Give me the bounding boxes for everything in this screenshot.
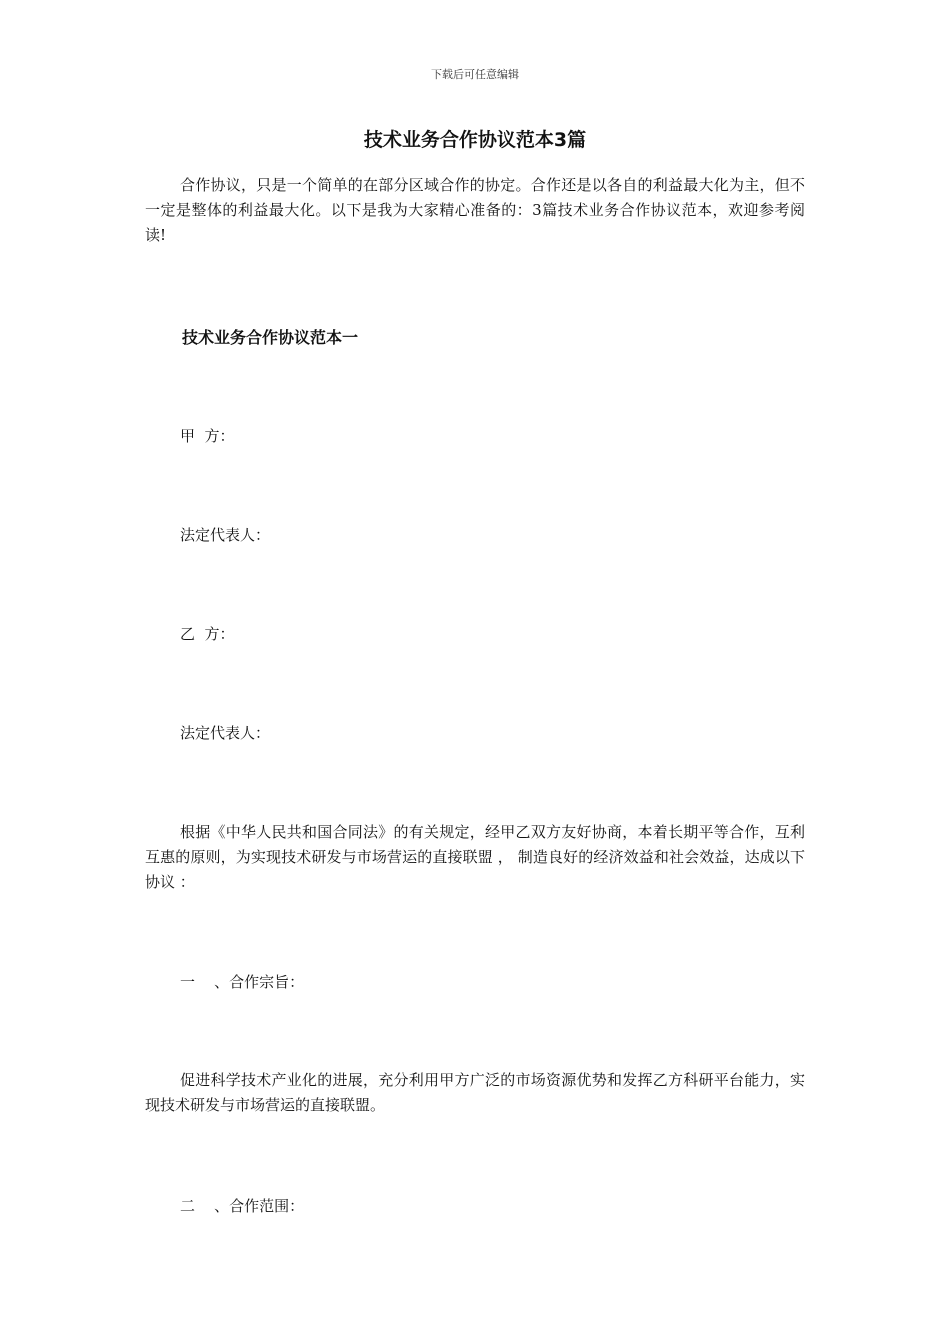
header-note: 下载后可任意编辑 — [431, 68, 519, 81]
intro-paragraph: 合作协议，只是一个简单的在部分区域合作的协定。合作还是以各自的利益最大化为主，但不一定是整体的利益最大化。以下是我为大家精心准备的：3篇技术业务合作协议范本，欢迎参考阅读! — [145, 176, 805, 244]
clause-1-title: 一 、合作宗旨： — [180, 973, 305, 991]
clause-2-title: 二 、合作范围： — [180, 1197, 305, 1215]
preamble-paragraph: 根据《中华人民共和国合同法》的有关规定，经甲乙双方友好协商，本着长期平等合作，互利互惠的原则，为实现技术研发与市场营运的直接联盟 ， 制造良好的经济效益和社会效益，达成以下协议 ： — [145, 823, 805, 891]
party-a-label: 甲 方： — [180, 427, 235, 445]
party-b-label: 乙 方： — [180, 625, 235, 643]
document-title: 技术业务合作协议范本3篇 — [363, 129, 587, 151]
party-b-representative-label: 法定代表人： — [180, 724, 271, 742]
section-heading: 技术业务合作协议范本一 — [182, 328, 359, 347]
party-a-representative-label: 法定代表人： — [180, 526, 271, 544]
clause-1-text: 促进科学技术产业化的进展，充分利用甲方广泛的市场资源优势和发挥乙方科研平台能力，实现技术研发与市场营运的直接联盟。 — [145, 1071, 805, 1114]
